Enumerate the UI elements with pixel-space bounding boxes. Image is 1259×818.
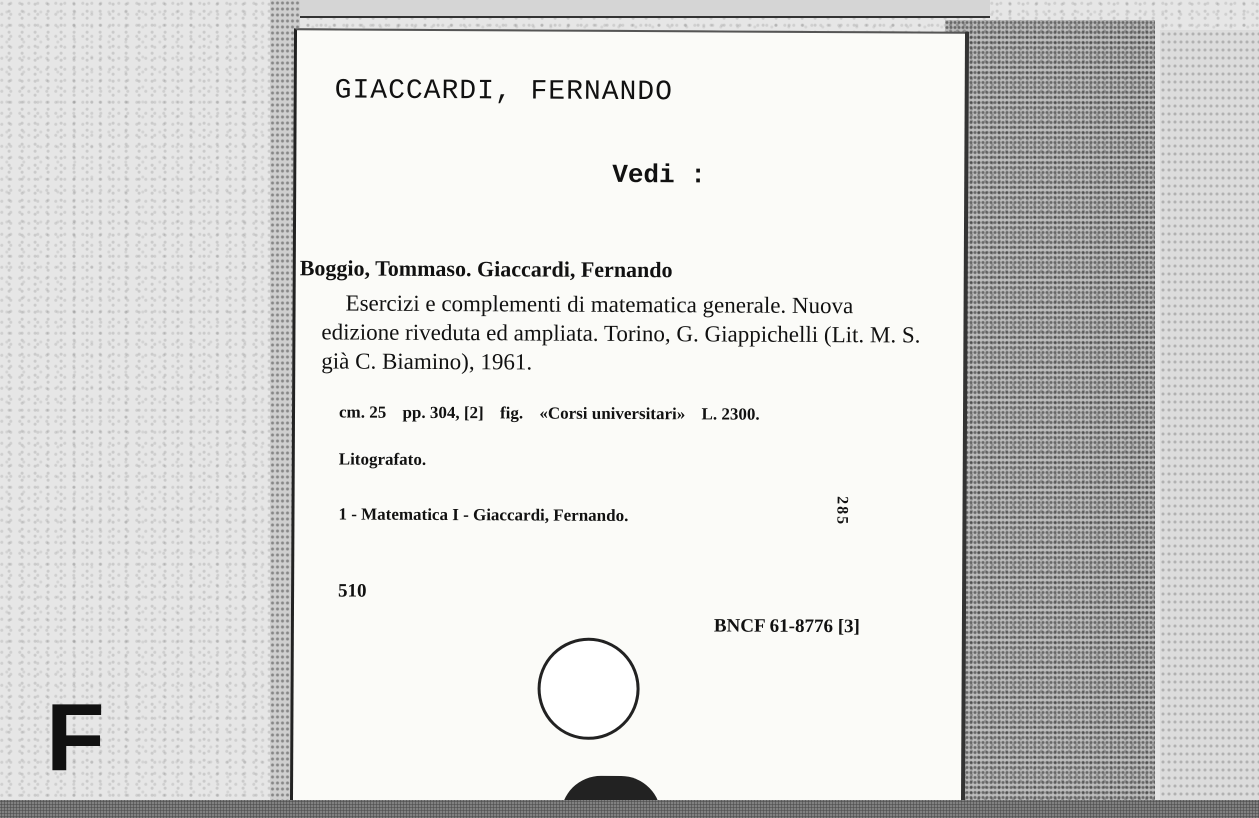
subject-line: 1 - Matematica I - Giaccardi, Fernando.: [338, 504, 629, 526]
side-number: 285: [833, 496, 851, 527]
size-text: cm. 25: [338, 402, 387, 422]
top-card-edge: [300, 0, 990, 18]
adjacent-card-edge: [945, 20, 1155, 810]
physical-description: [339, 402, 772, 424]
illustrations-text: fig.: [499, 403, 524, 423]
see-reference-label: Vedi :: [612, 159, 706, 191]
pages-text: pp. 304, [2]: [402, 402, 484, 423]
card-punch-hole: [537, 638, 640, 741]
bncf-code: BNCF 61-8776 [3]: [713, 615, 860, 638]
bottom-scan-edge: [0, 800, 1259, 818]
drawer-letter: F: [46, 684, 105, 791]
price-text: L. 2300.: [701, 404, 760, 424]
entry-note: Litografato.: [338, 449, 427, 469]
class-number: 510: [338, 580, 367, 602]
card-heading: GIACCARDI, FERNANDO: [334, 75, 674, 109]
catalog-card: [290, 28, 965, 806]
drawer-edge: [1160, 30, 1259, 810]
entry-authors: Boggio, Tommaso. Giaccardi, Fernando: [299, 255, 673, 283]
entry-title-text: Esercizi e complementi di matematica generale. Nuova edizione riveduta ed ampliata. Torino, G. Giappichelli (Lit. M. S. già C. Biamino), 1961.: [321, 290, 921, 375]
series-text: «Corsi universitari»: [539, 403, 686, 424]
